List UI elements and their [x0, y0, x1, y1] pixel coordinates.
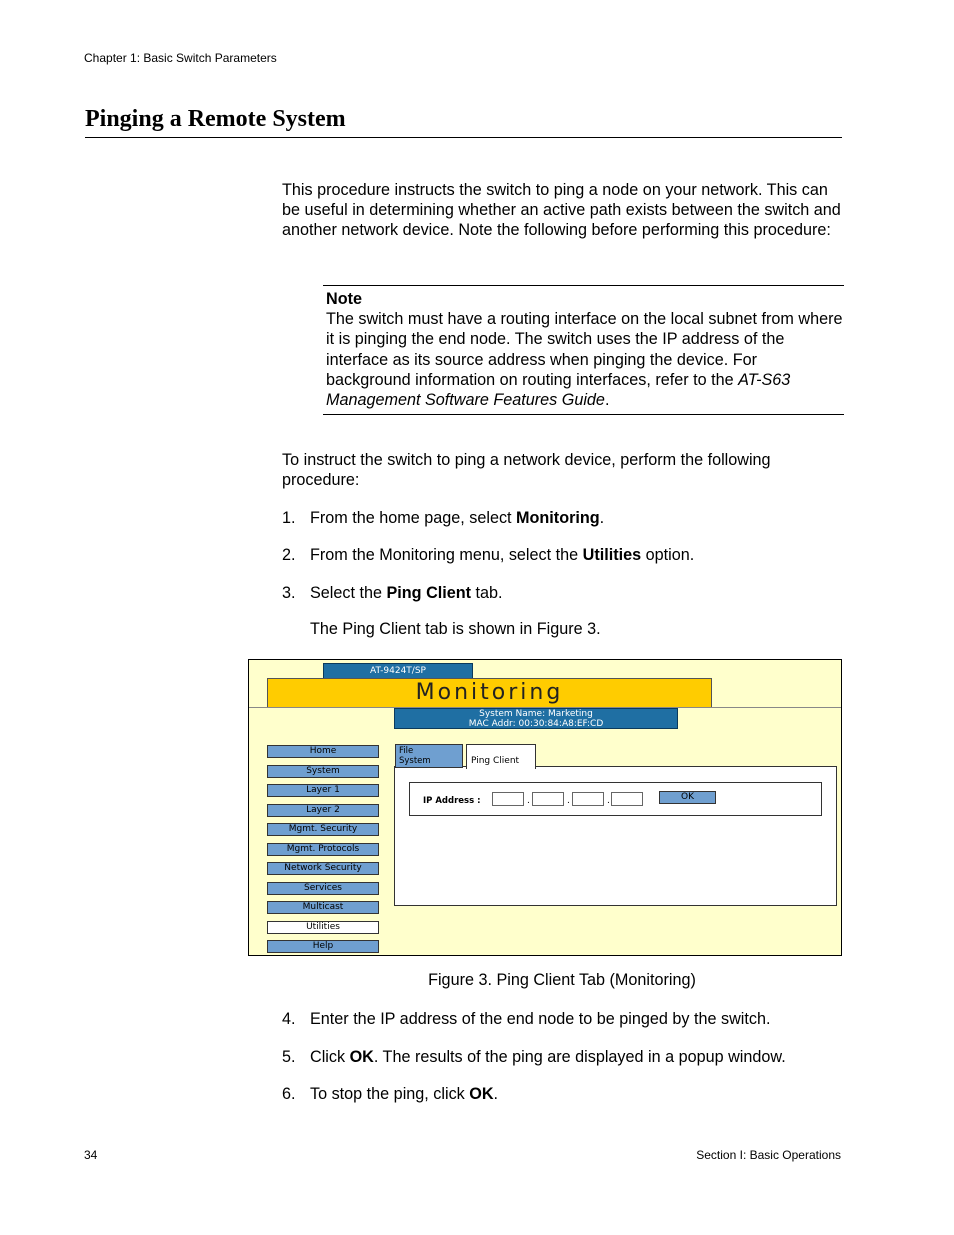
ok-button[interactable]: OK: [659, 791, 716, 804]
procedure-lead: To instruct the switch to ping a network device, perform the following procedure:: [282, 451, 771, 490]
note-label: Note: [326, 290, 362, 308]
menu-network-security[interactable]: Network Security: [267, 862, 379, 875]
note-guide-title: AT-S63 Management Software Features Guide: [326, 370, 791, 410]
section-footer: Section I: Basic Operations: [696, 1148, 841, 1162]
step-text: From the Monitoring menu, select the: [310, 546, 583, 564]
ip-octet-2-input[interactable]: [532, 792, 564, 806]
step-text: To stop the ping, click: [310, 1085, 470, 1103]
step-2: [282, 545, 694, 565]
note-text: The switch must have a routing interface on the local subnet from where it is pinging the end node. The switch uses the IP address of the interface as its source address when pinging the device. For background information on routing interfaces, refer to the: [326, 310, 843, 389]
step-text-end: . The results of the ping are displayed in a popup window.: [373, 1048, 786, 1066]
intro-paragraph: This procedure instructs the switch to ping a node on your network. This can be useful in determining whether an active path exists between the switch and another network device. Note the following before performing this procedure:: [282, 181, 841, 240]
menu-help[interactable]: Help: [267, 940, 379, 953]
step-text: From the home page, select: [310, 509, 517, 527]
ip-octet-4-input[interactable]: [611, 792, 643, 806]
step-3: [282, 583, 503, 603]
page-number: 34: [84, 1148, 98, 1162]
step-number: 3.: [282, 584, 296, 602]
figure-caption: Figure 3. Ping Client Tab (Monitoring): [428, 971, 696, 989]
tab-file-label-1: File: [399, 746, 414, 756]
step-number: 1.: [282, 509, 296, 527]
tab-ping-client[interactable]: Ping Client: [466, 744, 536, 769]
step-number: 4.: [282, 1010, 296, 1028]
menu-system[interactable]: System: [267, 765, 379, 778]
step-text-end: option.: [641, 546, 695, 564]
step-number: 5.: [282, 1048, 296, 1066]
mac-address: MAC Addr: 00:30:84:A8:EF:CD: [468, 718, 604, 729]
step-text: Select the: [310, 584, 387, 602]
menu-layer-1[interactable]: Layer 1: [267, 784, 379, 797]
step-text-end: .: [493, 1085, 499, 1103]
step-bold: OK: [349, 1048, 374, 1066]
ip-dot: .: [567, 796, 570, 806]
step-bold: Monitoring: [516, 509, 600, 527]
menu-home[interactable]: Home: [267, 745, 379, 758]
step-5: [282, 1047, 786, 1067]
menu-mgmt-protocols[interactable]: Mgmt. Protocols: [267, 843, 379, 856]
system-name: System Name: Marketing: [479, 709, 593, 719]
step-text-end: .: [599, 509, 605, 527]
ip-octet-1-input[interactable]: [492, 792, 524, 806]
menu-layer-2[interactable]: Layer 2: [267, 804, 379, 817]
ip-dot: .: [607, 796, 610, 806]
note-end: .: [604, 391, 610, 410]
step-1: [282, 508, 604, 528]
figure-reference: The Ping Client tab is shown in Figure 3.: [310, 620, 601, 638]
ip-octet-3-input[interactable]: [572, 792, 604, 806]
step-4: [282, 1009, 770, 1029]
ip-address-label: IP Address :: [423, 796, 481, 806]
step-bold: Ping Client: [386, 584, 472, 602]
monitoring-banner: Monitoring: [267, 678, 712, 708]
system-info-bar: [394, 708, 678, 729]
step-text: Click: [310, 1048, 350, 1066]
ping-client-screenshot: [248, 659, 842, 956]
step-number: 6.: [282, 1085, 296, 1103]
menu-mgmt-security[interactable]: Mgmt. Security: [267, 823, 379, 836]
step-text: Enter the IP address of the end node to be pinged by the switch.: [310, 1010, 771, 1028]
running-header: Chapter 1: Basic Switch Parameters: [84, 51, 277, 65]
step-text-end: tab.: [471, 584, 503, 602]
tab-file-system[interactable]: [395, 744, 463, 768]
step-6: [282, 1084, 498, 1104]
step-bold: OK: [469, 1085, 494, 1103]
menu-services[interactable]: Services: [267, 882, 379, 895]
model-tab: AT-9424T/SP: [323, 663, 473, 679]
page-title: Pinging a Remote System: [85, 106, 842, 138]
step-number: 2.: [282, 546, 296, 564]
ip-dot: .: [527, 796, 530, 806]
menu-utilities[interactable]: Utilities: [267, 921, 379, 934]
menu-multicast[interactable]: Multicast: [267, 901, 379, 914]
step-bold: Utilities: [582, 546, 642, 564]
tab-file-label-2: System: [399, 756, 431, 766]
note-box: [323, 285, 844, 415]
